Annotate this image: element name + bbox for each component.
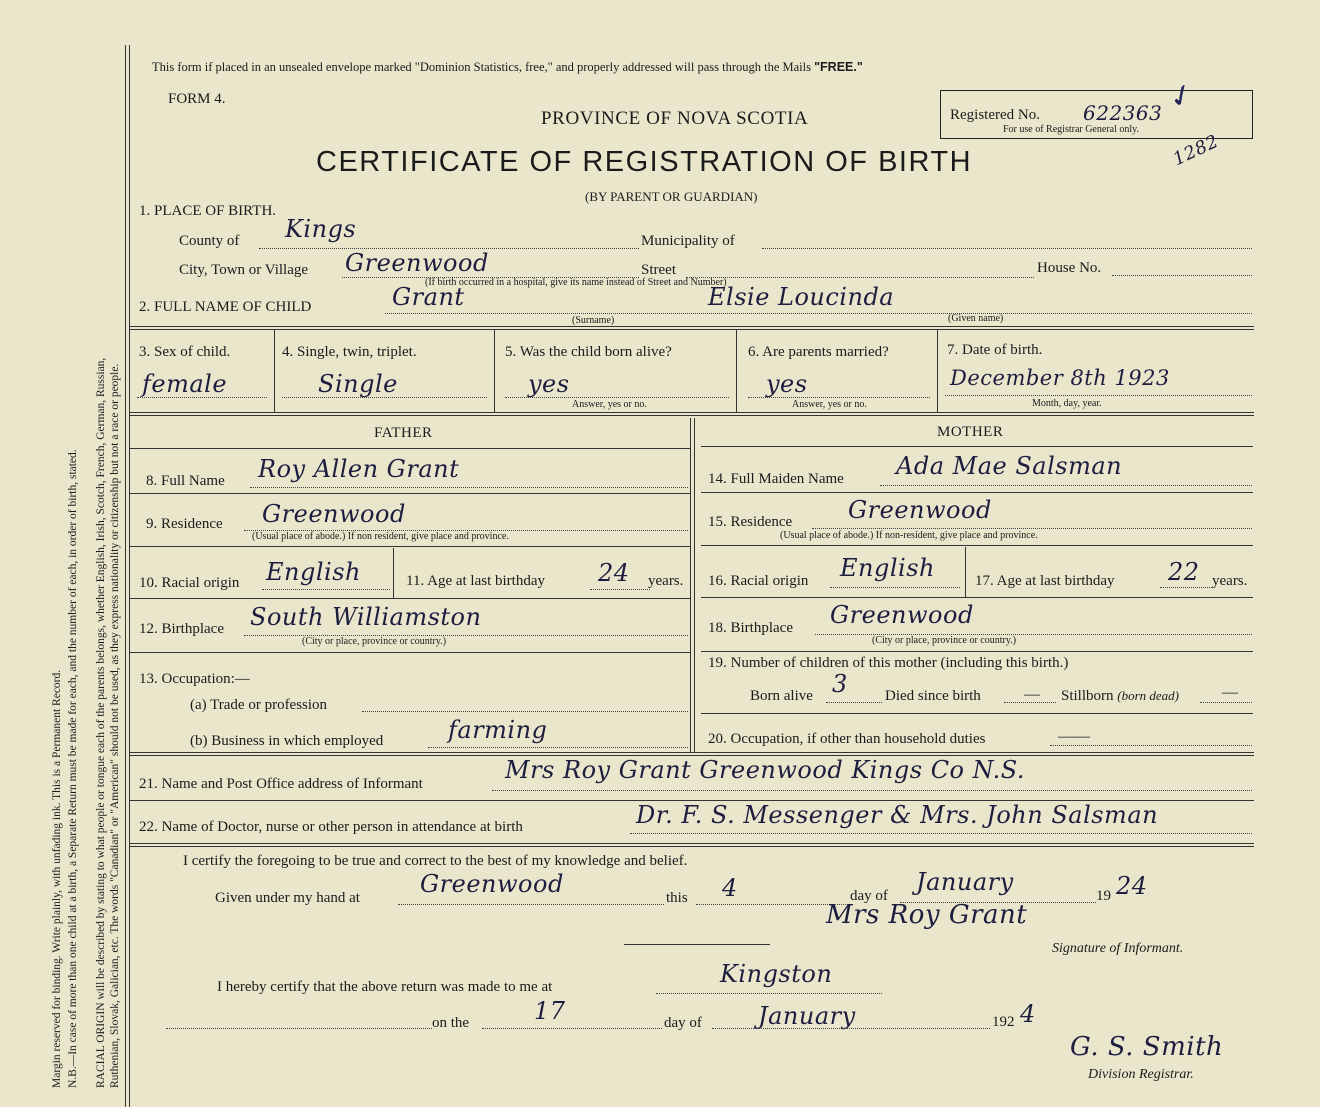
surname-caption: (Surname) — [572, 315, 615, 326]
mother-age-value[interactable]: 22 — [1168, 558, 1200, 586]
registrar-year-prefix: 192 — [992, 1014, 1015, 1030]
given-place-value[interactable]: Greenwood — [420, 870, 564, 898]
registered-note: For use of Registrar General only. — [1003, 124, 1139, 135]
check-mark-icon: ✓ — [1163, 76, 1200, 117]
born-alive-label: 5. Was the child born alive? — [505, 344, 672, 360]
father-age-value[interactable]: 24 — [598, 559, 630, 587]
died-since-birth-label: Died since birth — [885, 688, 981, 704]
mother-name-value[interactable]: Ada Mae Salsman — [896, 452, 1123, 480]
city-value[interactable]: Greenwood — [345, 249, 489, 277]
mother-residence-note: (Usual place of abode.) If non-resident, give place and province. — [780, 530, 1038, 541]
given-month-value[interactable]: January — [916, 868, 1014, 896]
father-residence-value[interactable]: Greenwood — [262, 500, 406, 528]
informant-value[interactable]: Mrs Roy Grant Greenwood Kings Co N.S. — [505, 756, 1025, 784]
section-divider-2 — [130, 412, 1254, 416]
mother-heading: MOTHER — [937, 424, 1004, 440]
father-racial-label: 10. Racial origin — [139, 575, 240, 591]
father-years-label: years. — [648, 573, 684, 589]
given-caption: (Given name) — [948, 313, 1004, 324]
on-the-label: on the — [432, 1015, 470, 1031]
father-racial-value[interactable]: English — [266, 558, 361, 586]
registrar-statement: I hereby certify that the above return was made to me at — [217, 979, 553, 995]
child-given-name[interactable]: Elsie Loucinda — [708, 283, 895, 311]
house-label: House No. — [1037, 260, 1102, 276]
doctor-label: 22. Name of Doctor, nurse or other person in attendance at birth — [139, 819, 523, 835]
father-birthplace-note: (City or place, province or country.) — [302, 636, 447, 647]
margin-note-2: N.B.—In case of more than one child at a birth, a Separate Return must be made for each, and the number of each, in order of birth, stated. — [67, 449, 79, 1088]
registrar-signature[interactable]: G. S. Smith — [1070, 1032, 1224, 1062]
doctor-value[interactable]: Dr. F. S. Messenger & Mrs. John Salsman — [636, 801, 1159, 829]
father-name-label: 8. Full Name — [146, 473, 225, 489]
business-label: (b) Business in which employed — [190, 733, 384, 749]
father-birthplace-label: 12. Birthplace — [139, 621, 224, 637]
died-since-birth-value[interactable]: — — [1024, 686, 1040, 703]
stillborn-note: (born dead) — [1117, 688, 1180, 703]
registrar-day-value[interactable]: 17 — [534, 997, 566, 1025]
given-year-prefix: 19 — [1096, 888, 1111, 904]
this-day-value[interactable]: 4 — [722, 874, 738, 902]
registrar-year-value[interactable]: 4 — [1020, 1000, 1036, 1028]
county-value[interactable]: Kings — [285, 215, 357, 243]
registered-box — [940, 76, 1253, 139]
mother-occupation-value[interactable]: —— — [1058, 728, 1090, 745]
mother-birthplace-label: 18. Birthplace — [708, 620, 793, 636]
margin-note-1: Margin reserved for binding. Write plainly, with unfading ink. This is a Permanent Record. — [51, 669, 63, 1088]
street-label: Street — [641, 262, 676, 278]
mother-occupation-label: 20. Occupation, if other than household duties — [708, 731, 986, 747]
section-divider-1 — [130, 326, 1254, 330]
registered-label: Registered No. — [950, 107, 1040, 123]
married-note: Answer, yes or no. — [792, 399, 867, 410]
mother-age-label: 17. Age at last birthday — [975, 573, 1115, 589]
stillborn-label: Stillborn (born dead) — [1061, 688, 1180, 704]
born-alive-count[interactable]: 3 — [832, 670, 848, 698]
children-count-label: 19. Number of children of this mother (including this birth.) — [708, 655, 1069, 671]
informant-signature[interactable]: Mrs Roy Grant — [826, 900, 1028, 930]
married-label: 6. Are parents married? — [748, 344, 889, 360]
date-note: Month, day, year. — [1032, 398, 1102, 409]
registrar-place-value[interactable]: Kingston — [720, 960, 833, 988]
mother-racial-value[interactable]: English — [840, 554, 935, 582]
business-value[interactable]: farming — [448, 716, 548, 744]
trade-label: (a) Trade or profession — [190, 697, 328, 713]
born-alive-count-label: Born alive — [750, 688, 813, 704]
left-border — [125, 45, 126, 1107]
mother-residence-label: 15. Residence — [708, 514, 793, 530]
mother-residence-value[interactable]: Greenwood — [848, 496, 992, 524]
married-value[interactable]: yes — [766, 370, 808, 398]
form-number: FORM 4. — [168, 91, 226, 107]
father-residence-label: 9. Residence — [146, 516, 223, 532]
mother-name-label: 14. Full Maiden Name — [708, 471, 844, 487]
given-under-hand-label: Given under my hand at — [215, 890, 360, 906]
child-name-label: 2. FULL NAME OF CHILD — [139, 299, 312, 315]
sex-value[interactable]: female — [142, 370, 228, 398]
given-year-value[interactable]: 24 — [1116, 872, 1148, 900]
margin-note-4: Ruthenian, Slovak, Galician, etc. The words "Canadian" or "American" should not be used, as they express nationality or citizenship but not a race or people. — [109, 363, 121, 1088]
left-border-inner — [129, 45, 130, 1107]
mother-birthplace-value[interactable]: Greenwood — [830, 601, 974, 629]
certificate-title: CERTIFICATE OF REGISTRATION OF BIRTH — [316, 146, 973, 178]
registrar-signature-label: Division Registrar. — [1088, 1067, 1194, 1082]
this-label: this — [666, 890, 688, 906]
informant-signature-label: Signature of Informant. — [1052, 941, 1184, 956]
mother-racial-label: 16. Racial origin — [708, 573, 809, 589]
father-residence-note: (Usual place of abode.) If non resident, give place and province. — [252, 531, 509, 542]
place-of-birth-label: 1. PLACE OF BIRTH. — [139, 203, 277, 219]
province-heading: PROVINCE OF NOVA SCOTIA — [541, 108, 809, 129]
father-name-value[interactable]: Roy Allen Grant — [258, 455, 460, 483]
day-of-label: day of — [850, 888, 888, 904]
child-surname[interactable]: Grant — [392, 283, 465, 311]
father-age-label: 11. Age at last birthday — [406, 573, 545, 589]
hospital-note: (If birth occurred in a hospital, give its name instead of Street and Number) — [425, 277, 727, 288]
registrar-day-of-label: day of — [664, 1015, 702, 1031]
municipality-label: Municipality of — [641, 233, 735, 249]
registered-side-number: 1282 — [1169, 130, 1223, 171]
registered-number: 622363 — [1083, 101, 1163, 125]
date-of-birth-label: 7. Date of birth. — [947, 342, 1043, 358]
mother-birthplace-note: (City or place, province or country.) — [872, 635, 1017, 646]
registrar-month-value[interactable]: January — [758, 1002, 856, 1030]
father-birthplace-value[interactable]: South Williamston — [250, 603, 482, 631]
section-divider-4 — [130, 843, 1254, 847]
county-label: County of — [179, 233, 240, 249]
certificate-subtitle: (BY PARENT OR GUARDIAN) — [585, 189, 758, 204]
mother-years-label: years. — [1212, 573, 1248, 589]
certify-statement: I certify the foregoing to be true and correct to the best of my knowledge and belief. — [183, 853, 688, 869]
plurality-value[interactable]: Single — [318, 370, 398, 398]
sex-label: 3. Sex of child. — [139, 344, 231, 360]
plurality-label: 4. Single, twin, triplet. — [282, 344, 417, 360]
father-heading: FATHER — [374, 425, 433, 441]
city-label: City, Town or Village — [179, 262, 309, 278]
father-occupation-label: 13. Occupation:— — [139, 671, 250, 687]
date-of-birth-value[interactable]: December 8th 1923 — [950, 366, 1170, 390]
born-alive-note: Answer, yes or no. — [572, 399, 647, 410]
mail-note: This form if placed in an unsealed envelope marked "Dominion Statistics, free," and properly addressed will pass through the Mails "FREE." — [152, 60, 863, 74]
born-alive-value[interactable]: yes — [528, 370, 570, 398]
margin-note-3: RACIAL ORIGIN will be described by stating to what people or tongue each of the parents belongs, whether English, Irish, Scotch, French, German, Russian, — [95, 357, 107, 1088]
stillborn-value[interactable]: — — [1222, 684, 1238, 701]
informant-label: 21. Name and Post Office address of Informant — [139, 776, 423, 792]
